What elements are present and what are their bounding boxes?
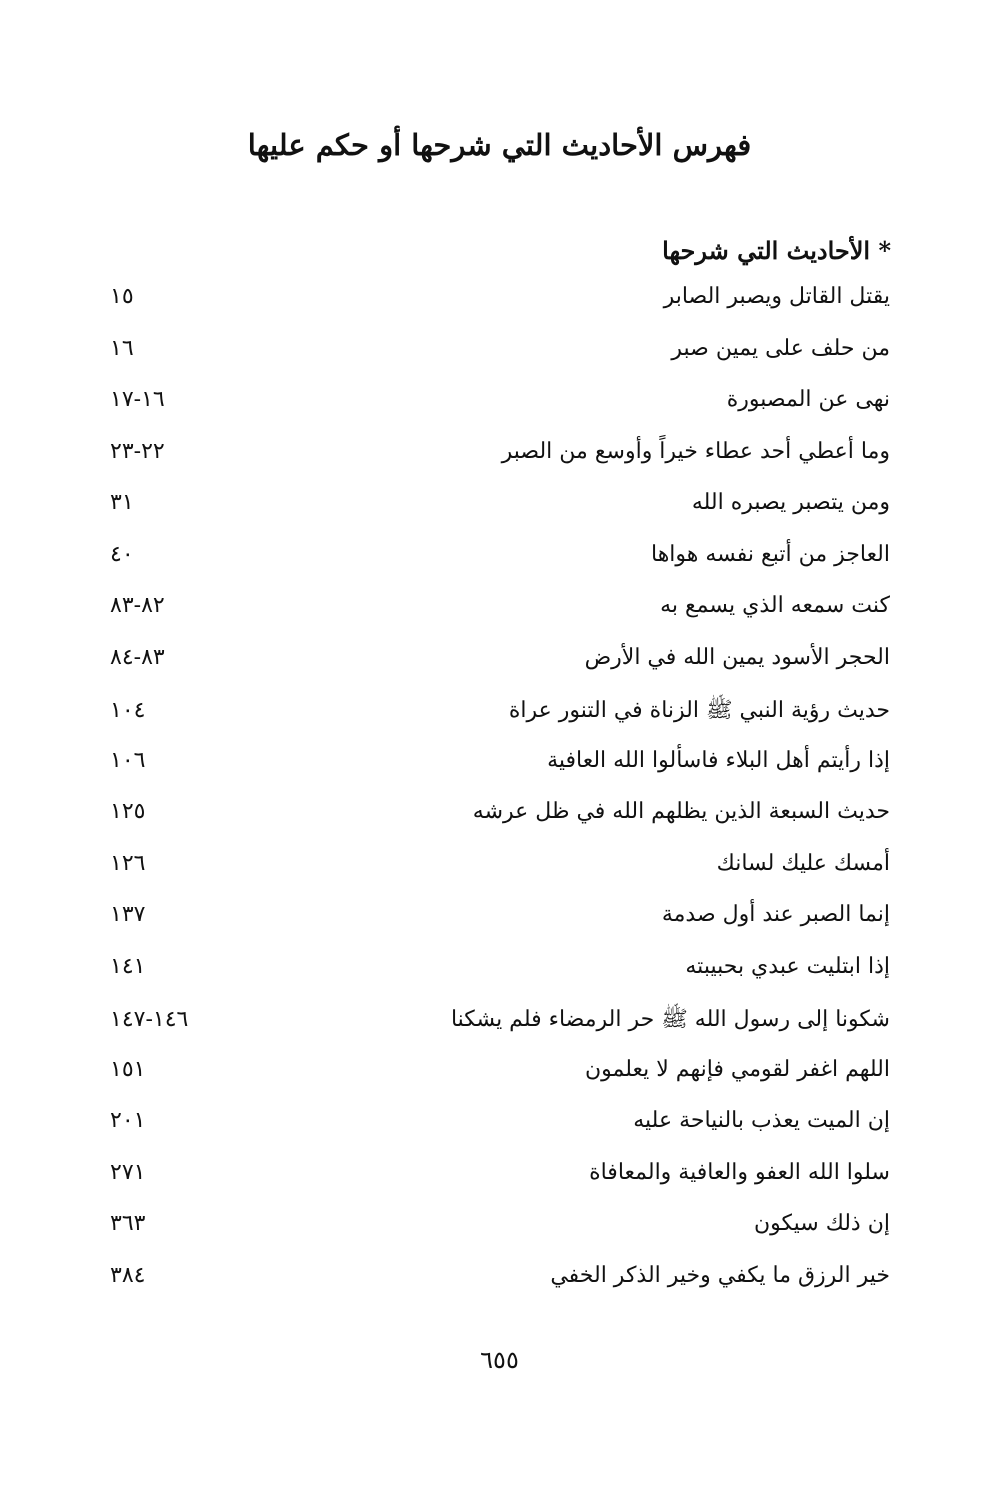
index-entry <box>110 1057 890 1109</box>
section-heading: * الأحاديث التي شرحها <box>662 236 891 265</box>
entry-text: إذا ابتليت عبدي بحبيبته <box>685 953 890 979</box>
index-entry <box>110 387 890 439</box>
entry-page-number: ١٦ <box>110 335 134 361</box>
hadith-index-list <box>110 284 890 1314</box>
entry-text: وما أعطي أحد عطاء خيراً وأوسع من الصبر <box>501 438 890 464</box>
entry-page-number: ١٤٦-١٤٧ <box>110 1007 189 1032</box>
entry-text: الحجر الأسود يمين الله في الأرض <box>584 644 890 670</box>
entry-page-number: ١٢٦ <box>110 850 146 876</box>
entry-page-number: ١٢٥ <box>110 799 146 824</box>
entry-text: خير الرزق ما يكفي وخير الذكر الخفي <box>550 1262 890 1288</box>
page-title: فهرس الأحاديث التي شرحها أو حكم عليها <box>247 128 752 162</box>
index-entry <box>110 439 890 491</box>
entry-page-number: ٣٨٤ <box>110 1262 146 1288</box>
entry-page-number: ٨٣-٨٤ <box>110 644 165 670</box>
entry-text: إن الميت يعذب بالنياحة عليه <box>633 1108 890 1133</box>
entry-page-number: ١٤١ <box>110 953 146 979</box>
entry-page-number: ٣١ <box>110 490 134 515</box>
entry-text: شكونا إلى رسول الله ﷺ حر الرمضاء فلم يشكنا <box>450 1007 890 1032</box>
entry-text: إن ذلك سيكون <box>753 1211 890 1236</box>
entry-text: ومن يتصبر يصبره الله <box>691 490 890 515</box>
index-entry <box>110 645 890 697</box>
entry-text: اللهم اغفر لقومي فإنهم لا يعلمون <box>585 1056 890 1082</box>
entry-page-number: ١٣٧ <box>110 902 146 927</box>
index-entry <box>110 954 890 1006</box>
index-entry <box>110 1160 890 1212</box>
entry-page-number: ١٥ <box>110 284 134 309</box>
index-entry <box>110 1005 890 1057</box>
entry-text: العاجز من أتبع نفسه هواها <box>650 541 890 567</box>
index-entry <box>110 696 890 748</box>
index-entry <box>110 1263 890 1315</box>
entry-text: كنت سمعه الذي يسمع به <box>660 593 890 618</box>
entry-text: يقتل القاتل ويصبر الصابر <box>663 284 890 309</box>
entry-page-number: ٨٢-٨٣ <box>110 593 165 618</box>
entry-page-number: ٤٠ <box>110 541 134 567</box>
entry-text: إنما الصبر عند أول صدمة <box>661 902 890 927</box>
page-number: ٦٥٥ <box>480 1346 519 1374</box>
entry-page-number: ٢٧١ <box>110 1159 146 1185</box>
index-entry <box>110 336 890 388</box>
entry-page-number: ١٠٦ <box>110 747 146 773</box>
entry-text: من حلف على يمين صبر <box>671 335 890 361</box>
index-entry <box>110 542 890 594</box>
index-entry <box>110 1108 890 1160</box>
index-entry <box>110 748 890 800</box>
entry-text: نهى عن المصبورة <box>726 387 890 412</box>
entry-page-number: ٢٠١ <box>110 1108 146 1133</box>
index-entry <box>110 799 890 851</box>
index-entry <box>110 902 890 954</box>
index-entry <box>110 490 890 542</box>
entry-text: حديث رؤية النبي ﷺ الزناة في التنور عراة <box>508 698 890 723</box>
entry-text: أمسك عليك لسانك <box>716 850 890 876</box>
entry-page-number: ١٠٤ <box>110 698 146 723</box>
entry-page-number: ١٦-١٧ <box>110 387 165 412</box>
index-entry <box>110 593 890 645</box>
entry-page-number: ١٥١ <box>110 1056 146 1082</box>
index-entry <box>110 284 890 336</box>
index-entry <box>110 851 890 903</box>
entry-text: حديث السبعة الذين يظلهم الله في ظل عرشه <box>472 799 890 824</box>
entry-text: سلوا الله العفو والعافية والمعافاة <box>589 1159 890 1185</box>
entry-text: إذا رأيتم أهل البلاء فاسألوا الله العافية <box>547 747 890 773</box>
index-entry <box>110 1211 890 1263</box>
entry-page-number: ٢٢-٢٣ <box>110 438 165 464</box>
entry-page-number: ٣٦٣ <box>110 1211 146 1236</box>
